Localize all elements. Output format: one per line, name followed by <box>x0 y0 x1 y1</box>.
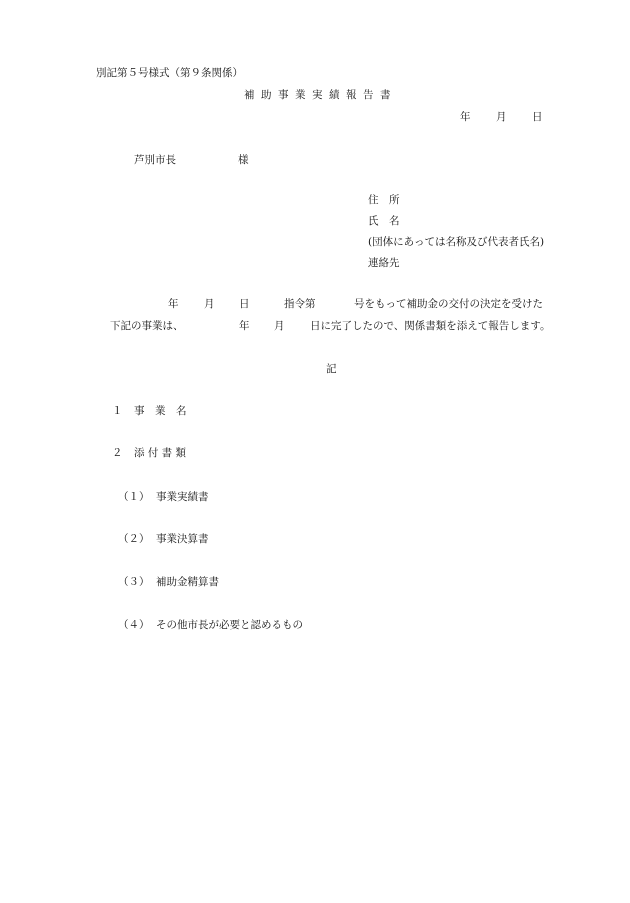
item-label-project-name: 事 業 名 <box>134 405 187 417</box>
ki-label: 記 <box>326 363 337 375</box>
attachment-number: （１） <box>118 491 150 503</box>
body-line1-month: 月 <box>204 298 215 310</box>
body-line1-day: 日 <box>239 298 250 310</box>
body-line2-rest: 日に完了したので、関係書類を添えて報告します。 <box>310 320 551 332</box>
attachment-label: 事業実績書 <box>156 491 209 503</box>
addressee-honorific: 様 <box>238 154 249 166</box>
form-label: 別記第５号様式（第９条関係） <box>96 67 243 79</box>
body-line1-year: 年 <box>168 298 179 310</box>
item-number: １ <box>112 405 123 417</box>
body-line2-start: 下記の事業は、 <box>110 320 184 332</box>
document-title: 補助事業実績報告書 <box>244 89 397 101</box>
attachment-number: （４） <box>118 619 150 631</box>
attachment-label: 事業決算書 <box>156 533 209 545</box>
item-label-attachments: 添 付 書 類 <box>134 447 187 459</box>
attachment-number: （３） <box>118 576 150 588</box>
date-month-label: 月 <box>496 111 507 123</box>
body-line1-rest: 号をもって補助金の交付の決定を受けた <box>354 298 543 310</box>
contact-label: 連絡先 <box>368 257 400 269</box>
date-day-label: 日 <box>532 111 543 123</box>
body-line1-directive: 指令第 <box>284 298 316 310</box>
name-label: 氏 名 <box>368 215 400 227</box>
addressee-name: 芦別市長 <box>134 154 176 166</box>
body-line2-month: 月 <box>274 320 285 332</box>
date-year-label: 年 <box>460 111 471 123</box>
body-line2-year: 年 <box>239 320 250 332</box>
item-number: ２ <box>112 447 123 459</box>
attachment-label: その他市長が必要と認めるもの <box>156 619 303 631</box>
organization-note: (団体にあっては名称及び代表者氏名) <box>368 236 545 248</box>
attachment-number: （２） <box>118 533 150 545</box>
attachment-label: 補助金精算書 <box>156 576 219 588</box>
address-label: 住 所 <box>368 194 400 206</box>
